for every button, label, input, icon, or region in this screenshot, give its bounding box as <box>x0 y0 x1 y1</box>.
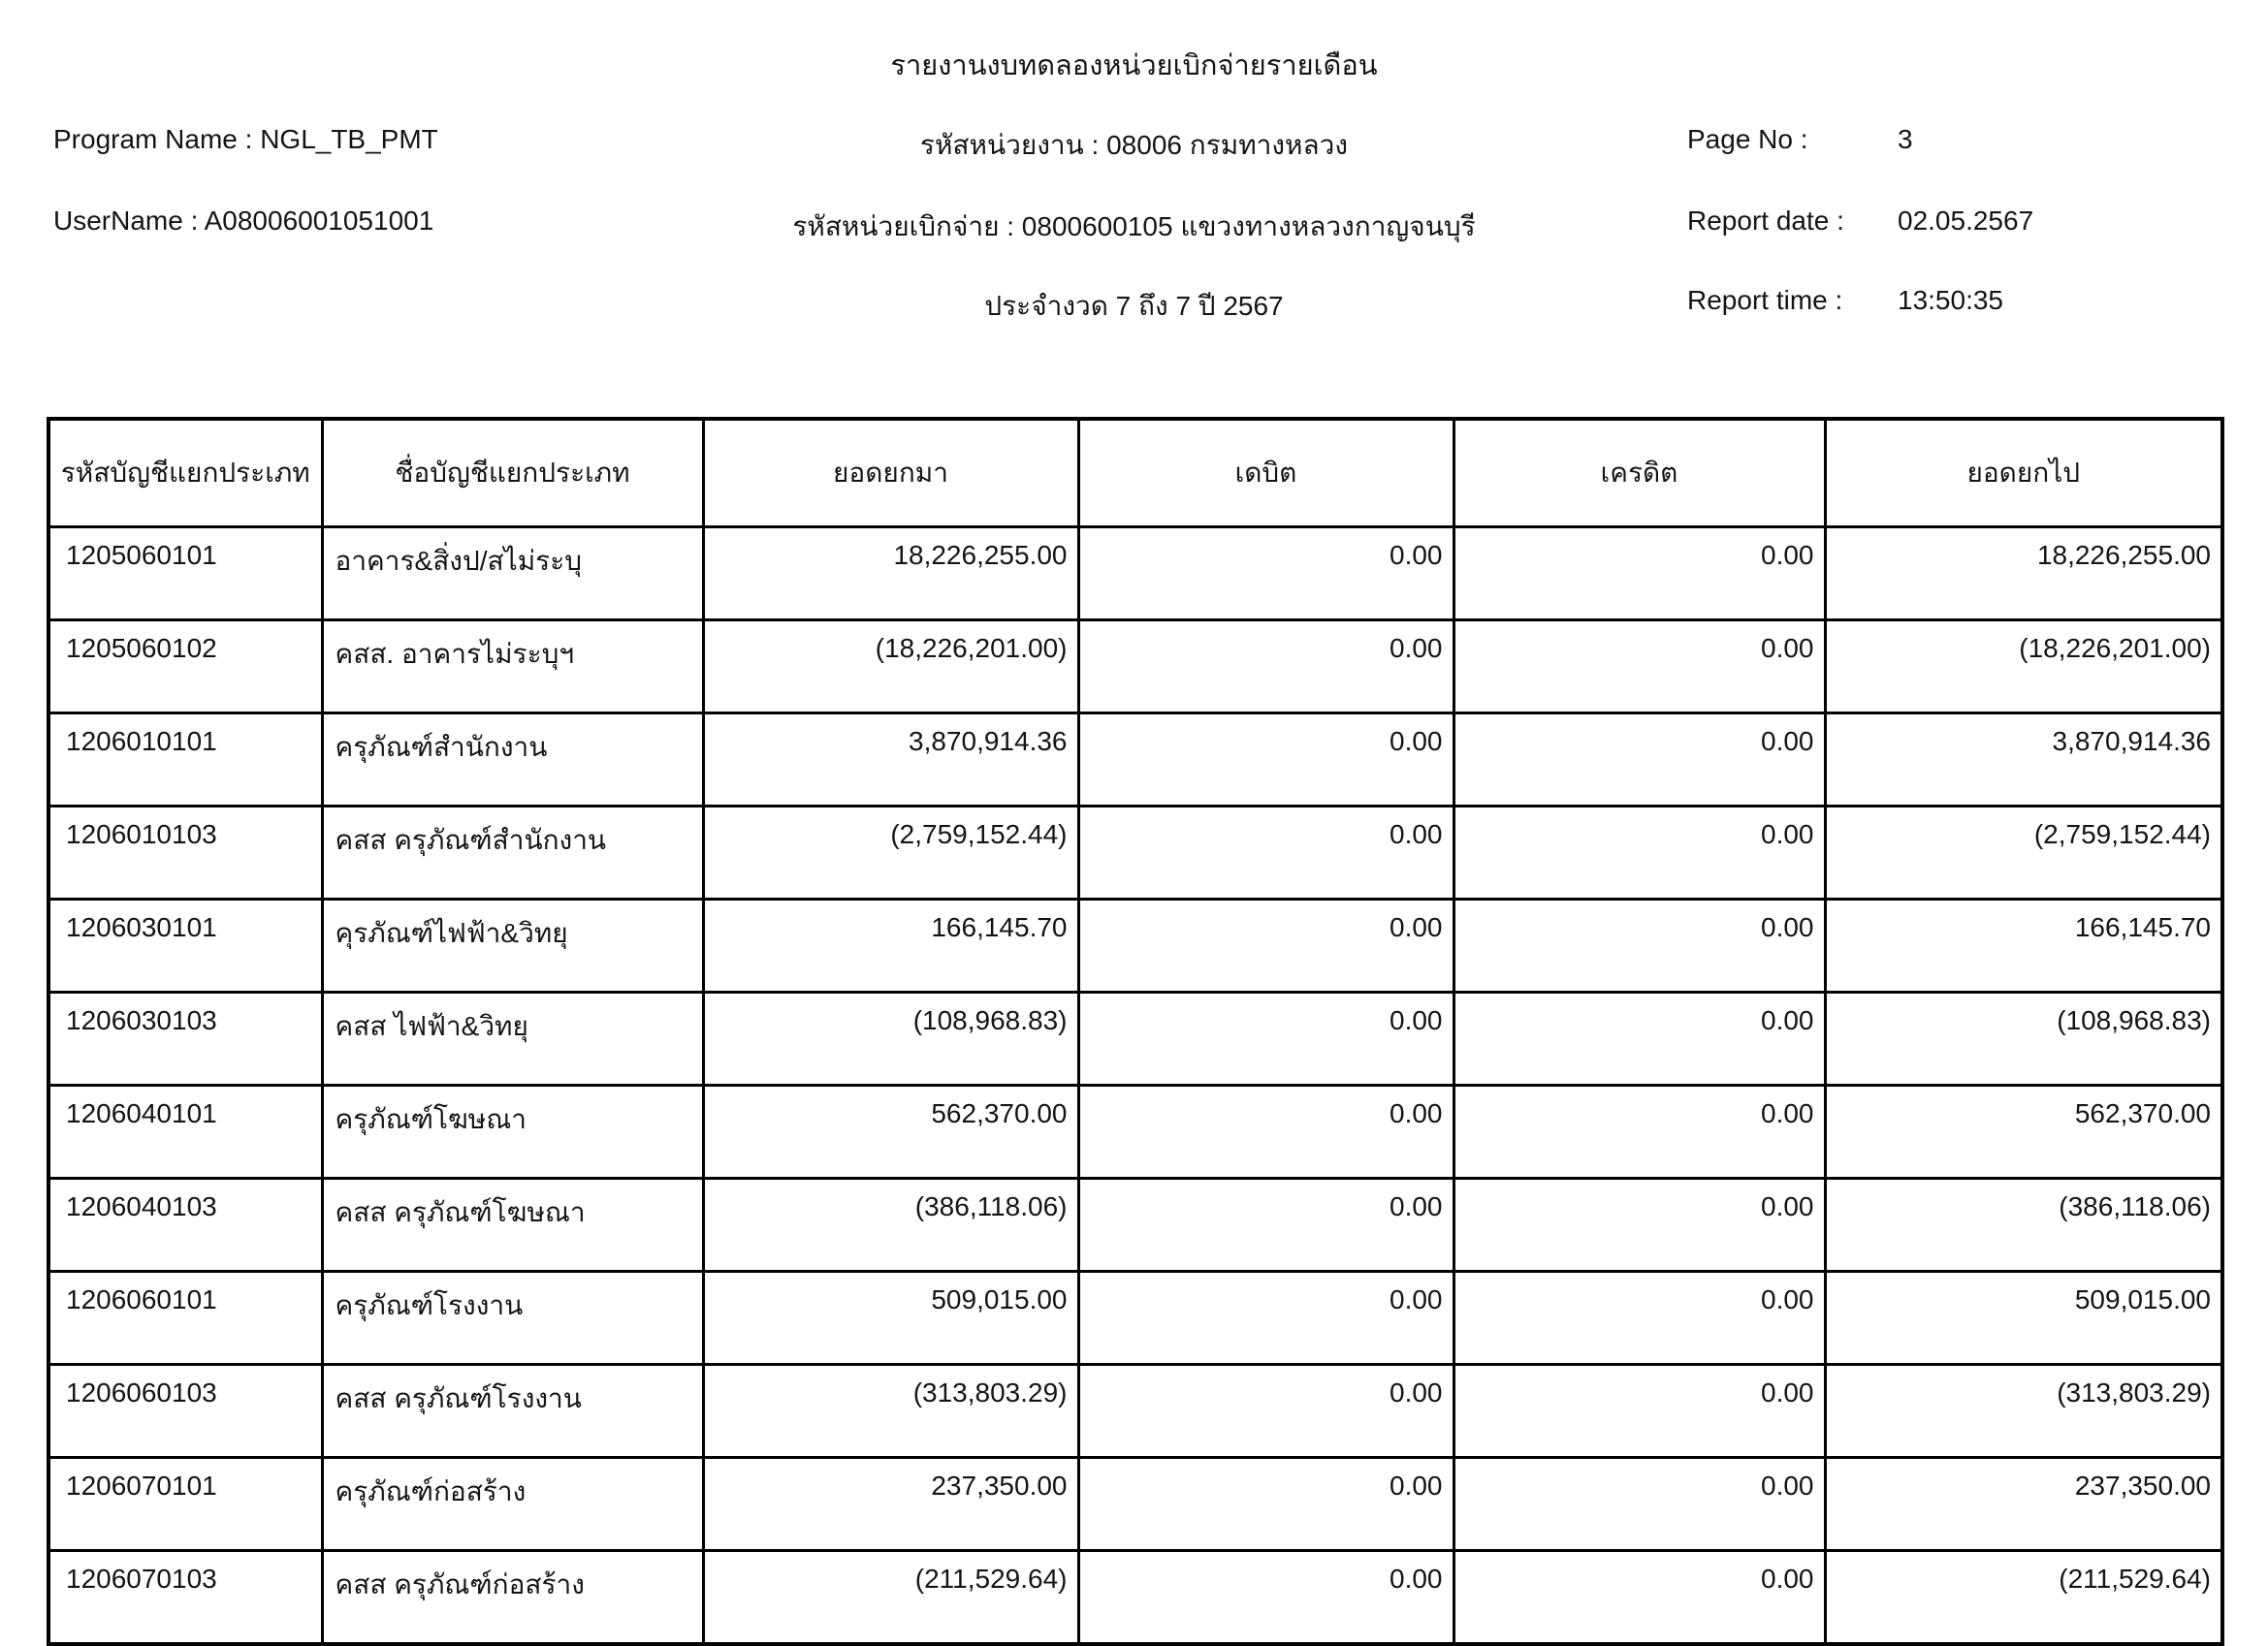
report-date-label: Report date : <box>1687 206 1844 236</box>
account-name-cell: คสส ครุภัณฑ์โฆษณา <box>322 1179 703 1272</box>
program-name-label: Program Name : <box>53 124 253 154</box>
account-name-cell: คสส. อาคารไม่ระบุฯ <box>322 620 703 713</box>
closing-balance-cell: (211,529.64) <box>1825 1551 2222 1645</box>
debit-cell: 0.00 <box>1078 620 1453 713</box>
debit-cell: 0.00 <box>1078 1551 1453 1645</box>
closing-balance-cell: 18,226,255.00 <box>1825 527 2222 620</box>
account-code-cell: 1206040103 <box>48 1179 322 1272</box>
closing-balance-cell: 562,370.00 <box>1825 1086 2222 1179</box>
credit-cell: 0.00 <box>1453 1365 1825 1458</box>
table-row <box>48 1365 2222 1458</box>
table-row <box>48 1458 2222 1551</box>
closing-balance-cell: 509,015.00 <box>1825 1272 2222 1365</box>
account-code-cell: 1206030103 <box>48 993 322 1086</box>
credit-cell: 0.00 <box>1453 1551 1825 1645</box>
table-row <box>48 713 2222 807</box>
account-name-cell: คสส ครุภัณฑ์สำนักงาน <box>322 807 703 900</box>
account-code-cell: 1206030101 <box>48 900 322 993</box>
debit-cell: 0.00 <box>1078 527 1453 620</box>
opening-balance-cell: (386,118.06) <box>703 1179 1078 1272</box>
account-code-cell: 1206010101 <box>48 713 322 807</box>
opening-balance-cell: 509,015.00 <box>703 1272 1078 1365</box>
account-name-cell: ครุภัณฑ์โรงงาน <box>322 1272 703 1365</box>
trial-balance-table-wrap <box>47 417 2224 1646</box>
opening-balance-cell: (211,529.64) <box>703 1551 1078 1645</box>
report-time-value: 13:50:35 <box>1898 285 2003 315</box>
account-name-cell: อาคาร&สิ่งป/สไม่ระบุ <box>322 527 703 620</box>
opening-balance-cell: 166,145.70 <box>703 900 1078 993</box>
credit-cell: 0.00 <box>1453 527 1825 620</box>
credit-cell: 0.00 <box>1453 1179 1825 1272</box>
opening-balance-cell: (313,803.29) <box>703 1365 1078 1458</box>
opening-balance-cell: (2,759,152.44) <box>703 807 1078 900</box>
report-date-value: 02.05.2567 <box>1898 206 2034 236</box>
table-row <box>48 993 2222 1086</box>
account-code-cell: 1206070101 <box>48 1458 322 1551</box>
opening-balance-cell: 562,370.00 <box>703 1086 1078 1179</box>
debit-cell: 0.00 <box>1078 900 1453 993</box>
account-name-cell: คสส ไฟฟ้า&วิทยุ <box>322 993 703 1086</box>
opening-balance-cell: 237,350.00 <box>703 1458 1078 1551</box>
table-row <box>48 1086 2222 1179</box>
period-line: ประจำงวด 7 ถึง 7 ปี 2567 <box>984 291 1284 321</box>
table-row <box>48 900 2222 993</box>
closing-balance-cell: 3,870,914.36 <box>1825 713 2222 807</box>
credit-cell: 0.00 <box>1453 807 1825 900</box>
debit-cell: 0.00 <box>1078 1179 1453 1272</box>
closing-balance-cell: (2,759,152.44) <box>1825 807 2222 900</box>
closing-balance-cell: (18,226,201.00) <box>1825 620 2222 713</box>
table-row <box>48 807 2222 900</box>
account-name-cell: ครุภัณฑ์โฆษณา <box>322 1086 703 1179</box>
table-body <box>48 527 2222 1645</box>
account-code-cell: 1206060103 <box>48 1365 322 1458</box>
col-header-account-code: รหัสบัญชีแยกประเภท <box>48 419 322 527</box>
account-code-cell: 1206060101 <box>48 1272 322 1365</box>
col-header-debit: เดบิต <box>1078 419 1453 527</box>
report-title: รายงานงบทดลองหน่วยเบิกจ่ายรายเดือน <box>890 50 1378 81</box>
table-row <box>48 1551 2222 1645</box>
account-name-cell: ครุภัณฑ์ก่อสร้าง <box>322 1458 703 1551</box>
col-header-closing-balance: ยอดยกไป <box>1825 419 2222 527</box>
report-time-label: Report time : <box>1687 285 1843 315</box>
col-header-credit: เครดิต <box>1453 419 1825 527</box>
table-header <box>48 419 2222 527</box>
credit-cell: 0.00 <box>1453 1458 1825 1551</box>
table-row <box>48 1179 2222 1272</box>
closing-balance-cell: (386,118.06) <box>1825 1179 2222 1272</box>
trial-balance-table <box>47 417 2224 1646</box>
disbursement-code-line: รหัสหน่วยเบิกจ่าย : 0800600105 แขวงทางหลวงกาญจนบุรี <box>792 211 1476 241</box>
username-label: UserName : <box>53 206 199 236</box>
opening-balance-cell: 3,870,914.36 <box>703 713 1078 807</box>
col-header-opening-balance: ยอดยกมา <box>703 419 1078 527</box>
credit-cell: 0.00 <box>1453 1272 1825 1365</box>
account-code-cell: 1206040101 <box>48 1086 322 1179</box>
page-no-label: Page No : <box>1687 124 1808 154</box>
account-name-cell: คสส ครุภัณฑ์ก่อสร้าง <box>322 1551 703 1645</box>
table-row <box>48 620 2222 713</box>
closing-balance-cell: (108,968.83) <box>1825 993 2222 1086</box>
opening-balance-cell: 18,226,255.00 <box>703 527 1078 620</box>
debit-cell: 0.00 <box>1078 993 1453 1086</box>
table-row <box>48 1272 2222 1365</box>
program-name-value: NGL_TB_PMT <box>260 124 438 154</box>
closing-balance-cell: 166,145.70 <box>1825 900 2222 993</box>
account-name-cell: คสส ครุภัณฑ์โรงงาน <box>322 1365 703 1458</box>
account-name-cell: คุรภัณฑ์ไฟฟ้า&วิทยุ <box>322 900 703 993</box>
agency-code-line: รหัสหน่วยงาน : 08006 กรมทางหลวง <box>919 130 1349 160</box>
username-value: A08006001051001 <box>204 206 434 236</box>
debit-cell: 0.00 <box>1078 1365 1453 1458</box>
table-header-row <box>48 419 2222 527</box>
page-no-value: 3 <box>1898 124 1913 154</box>
account-code-cell: 1206070103 <box>48 1551 322 1645</box>
credit-cell: 0.00 <box>1453 1086 1825 1179</box>
debit-cell: 0.00 <box>1078 1086 1453 1179</box>
opening-balance-cell: (18,226,201.00) <box>703 620 1078 713</box>
account-code-cell: 1205060102 <box>48 620 322 713</box>
credit-cell: 0.00 <box>1453 620 1825 713</box>
debit-cell: 0.00 <box>1078 1458 1453 1551</box>
credit-cell: 0.00 <box>1453 900 1825 993</box>
closing-balance-cell: 237,350.00 <box>1825 1458 2222 1551</box>
account-code-cell: 1206010103 <box>48 807 322 900</box>
col-header-account-name: ชื่อบัญชีแยกประเภท <box>322 419 703 527</box>
credit-cell: 0.00 <box>1453 993 1825 1086</box>
debit-cell: 0.00 <box>1078 1272 1453 1365</box>
opening-balance-cell: (108,968.83) <box>703 993 1078 1086</box>
closing-balance-cell: (313,803.29) <box>1825 1365 2222 1458</box>
debit-cell: 0.00 <box>1078 807 1453 900</box>
table-row <box>48 527 2222 620</box>
debit-cell: 0.00 <box>1078 713 1453 807</box>
account-code-cell: 1205060101 <box>48 527 322 620</box>
account-name-cell: ครุภัณฑ์สำนักงาน <box>322 713 703 807</box>
credit-cell: 0.00 <box>1453 713 1825 807</box>
